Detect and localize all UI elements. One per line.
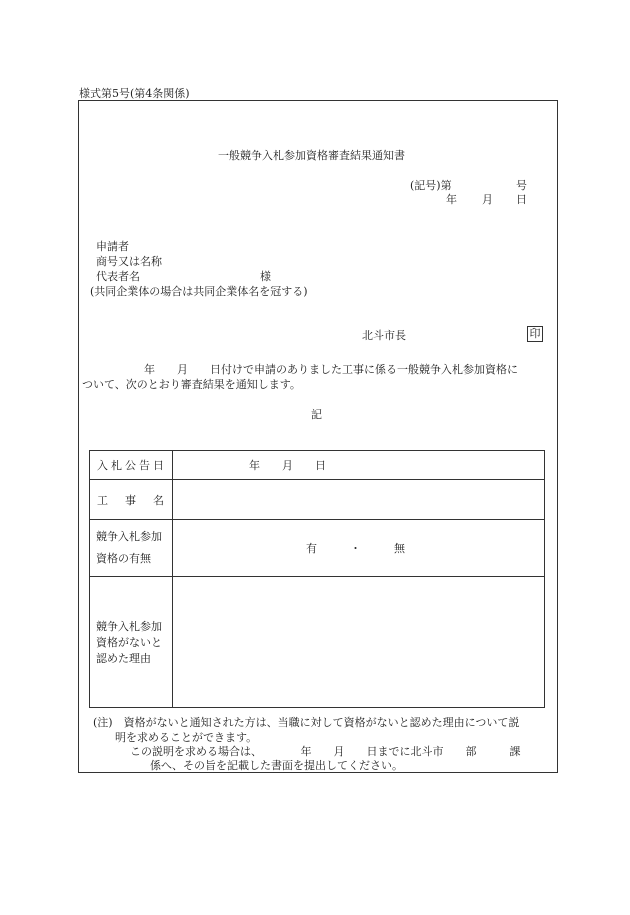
issue-date-month: 月 bbox=[482, 193, 493, 206]
label-char: 入 bbox=[97, 459, 108, 472]
note-line-4: 係へ、その旨を記載した書面を提出してください。 bbox=[150, 759, 403, 772]
eligibility-label bbox=[90, 520, 173, 577]
announcement-date-label bbox=[90, 451, 173, 480]
reference-number-suffix: 号 bbox=[516, 179, 527, 192]
reason-label-line-1: 競争入札参加 bbox=[96, 620, 162, 633]
project-name-label bbox=[90, 480, 173, 520]
document-title: 一般競争入札参加資格審査結果通知書 bbox=[218, 149, 405, 162]
applicant-label: 申請者 bbox=[96, 240, 129, 253]
label-char: 告 bbox=[139, 459, 150, 472]
eligibility-value bbox=[173, 520, 545, 577]
note-line-3: この説明を求める場合は、 年 月 日までに北斗市 部 課 bbox=[130, 745, 521, 758]
note-line-1: (注) 資格がないと通知された方は、当職に対して資格がないと認めた理由について説 bbox=[93, 716, 520, 729]
table-row-announcement-date bbox=[90, 451, 545, 480]
trade-name-label: 商号又は名称 bbox=[96, 255, 162, 268]
project-name-value bbox=[173, 480, 545, 520]
body-text-line-2: ついて、次のとおり審査結果を通知します。 bbox=[82, 378, 301, 391]
table-row-eligibility bbox=[90, 520, 545, 577]
table-row-project-name bbox=[90, 480, 545, 520]
reason-value bbox=[173, 577, 545, 708]
reason-label-line-2: 資格がないと bbox=[96, 636, 162, 649]
eligibility-yes-no: 有 ・ 無 bbox=[306, 542, 405, 555]
reason-label-line-3: 認めた理由 bbox=[96, 652, 151, 665]
seal-stamp-box: 印 bbox=[527, 326, 543, 342]
form-number-label: 様式第5号(第4条関係) bbox=[79, 87, 190, 100]
issue-date-day: 日 bbox=[516, 193, 527, 206]
honorific: 様 bbox=[260, 270, 271, 283]
joint-venture-note: (共同企業体の場合は共同企業体名を冠する) bbox=[90, 285, 308, 298]
representative-label: 代表者名 bbox=[96, 270, 140, 283]
announcement-date-text: 年 月 日 bbox=[249, 459, 326, 472]
table-row-reason bbox=[90, 577, 545, 708]
issue-date-year: 年 bbox=[446, 193, 457, 206]
label-char: 日 bbox=[153, 459, 164, 472]
reason-label bbox=[90, 577, 173, 708]
label-char: 事 bbox=[125, 493, 136, 507]
reference-number-prefix: (記号)第 bbox=[410, 179, 452, 192]
label-char: 名 bbox=[153, 493, 164, 507]
announcement-date-value bbox=[173, 451, 545, 480]
eligibility-label-line-2: 資格の有無 bbox=[96, 552, 151, 565]
label-char: 札 bbox=[111, 459, 122, 472]
body-text-line-1: 年 月 日付けで申請のありました工事に係る一般競争入札参加資格に bbox=[144, 363, 518, 376]
result-table bbox=[89, 450, 545, 708]
ki-heading: 記 bbox=[311, 408, 322, 421]
note-line-2: 明を求めることができます。 bbox=[115, 731, 258, 744]
label-char: 公 bbox=[125, 459, 136, 472]
eligibility-label-line-1: 競争入札参加 bbox=[96, 530, 162, 543]
mayor-title: 北斗市長 bbox=[362, 329, 406, 342]
label-char: 工 bbox=[97, 493, 108, 507]
